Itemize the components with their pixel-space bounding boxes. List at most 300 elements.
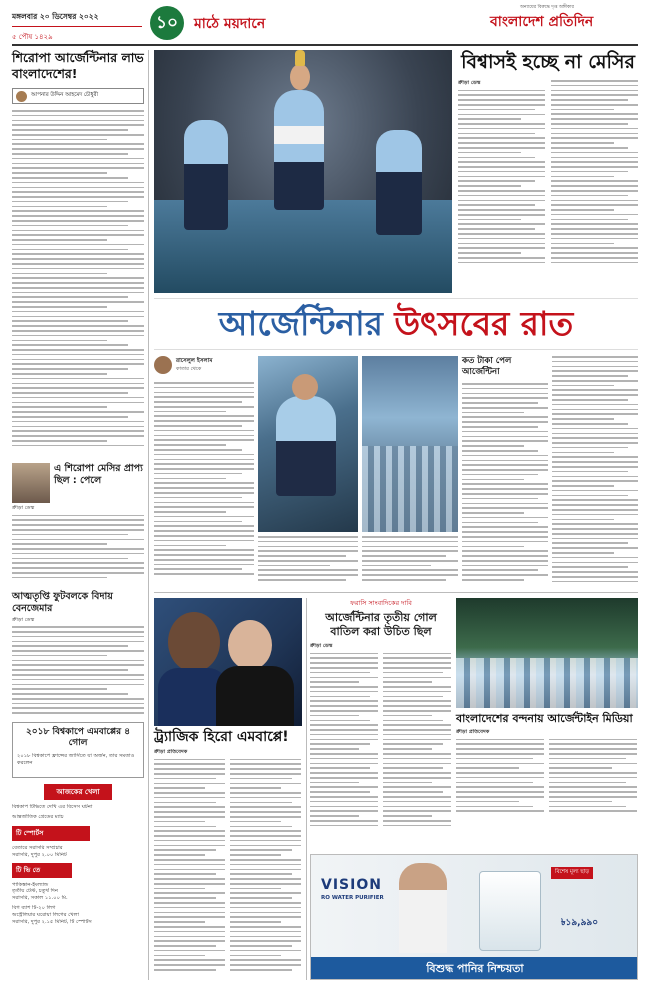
- text-line: [154, 845, 225, 847]
- text-line: [154, 821, 205, 823]
- text-line: [552, 433, 638, 435]
- text-line: [12, 416, 128, 418]
- story3-title: আত্মতৃপ্তি ফুটবলকে বিদায় বেনজেমার: [12, 590, 113, 614]
- text-line: [552, 380, 638, 382]
- text-line: [154, 473, 242, 475]
- text-line: [458, 176, 545, 178]
- text-line: [551, 200, 638, 202]
- text-line: [552, 442, 638, 444]
- feature-author: রাসেলুল ইসলাম: [176, 357, 213, 364]
- page-number: ১০: [150, 6, 184, 40]
- vision-advertisement[interactable]: [310, 854, 638, 980]
- text-line: [154, 907, 225, 909]
- text-line: [154, 573, 254, 575]
- text-line: [12, 234, 144, 236]
- third-goal-story: [310, 598, 452, 850]
- text-line: [310, 801, 378, 803]
- text-line: [154, 454, 254, 456]
- today-box: [12, 784, 144, 820]
- pele-photo: [12, 463, 50, 503]
- text-line: [230, 964, 301, 966]
- text-line: [362, 546, 458, 548]
- text-line: [456, 767, 519, 769]
- text-line: [383, 796, 451, 798]
- text-line: [154, 430, 254, 432]
- text-line: [154, 912, 225, 914]
- text-line: [154, 830, 225, 832]
- text-line: [552, 514, 638, 516]
- text-line: [12, 191, 144, 193]
- today-line1: বিশ্বকাপ টিভিতে দেখি এর বিসেস ঘটনা: [12, 804, 93, 811]
- text-line: [551, 161, 638, 163]
- text-line: [230, 969, 292, 971]
- text-line: [552, 389, 638, 391]
- text-line: [383, 748, 432, 750]
- text-line: [154, 487, 254, 489]
- text-line: [12, 397, 144, 399]
- text-line: [383, 686, 451, 688]
- text-line: [12, 426, 144, 428]
- sports-line4: তৃতীয় টেস্ট, চতুর্থ দিন: [12, 888, 58, 895]
- text-line: [462, 503, 548, 505]
- text-line: [154, 459, 254, 461]
- text-line: [154, 783, 225, 785]
- text-line: [230, 768, 301, 770]
- text-line: [12, 645, 128, 647]
- prize-title: কত টাকা পেল আর্জেন্টিনা: [462, 356, 512, 377]
- text-line: [383, 667, 451, 669]
- text-line: [458, 209, 545, 211]
- text-line: [154, 468, 254, 470]
- text-line: [462, 531, 548, 533]
- text-line: [310, 786, 378, 788]
- text-line: [230, 854, 281, 856]
- text-line: [12, 215, 144, 217]
- text-line: [12, 515, 144, 517]
- text-line: [12, 660, 144, 662]
- text-line: [154, 482, 254, 484]
- text-line: [462, 393, 548, 395]
- text-line: [230, 849, 292, 851]
- text-line: [310, 662, 378, 664]
- text-line: [12, 158, 144, 160]
- third-goal-body-col2: [383, 653, 451, 833]
- text-line: [552, 566, 628, 568]
- text-line: [551, 180, 638, 182]
- text-line: [383, 806, 451, 808]
- text-line: [362, 574, 458, 576]
- text-line: [462, 426, 538, 428]
- text-line: [12, 316, 144, 318]
- author-avatar: [154, 356, 172, 374]
- text-line: [310, 696, 370, 698]
- lead-body-col2: [551, 80, 638, 270]
- text-line: [12, 153, 128, 155]
- text-line: [383, 777, 451, 779]
- section-name: মাঠে ময়দানে: [194, 16, 266, 32]
- text-line: [12, 543, 107, 545]
- text-line: [456, 753, 544, 755]
- text-line: [154, 840, 225, 842]
- sports-line3: পাকিস্তান-ইংল্যান্ড: [12, 881, 49, 888]
- text-line: [12, 143, 144, 145]
- text-line: [462, 431, 548, 433]
- text-line: [12, 368, 128, 370]
- text-line: [549, 772, 637, 774]
- text-line: [12, 669, 128, 671]
- text-line: [12, 650, 144, 652]
- text-line: [383, 691, 451, 693]
- banner-part1: আর্জেন্টিনার: [218, 304, 395, 343]
- text-line: [456, 743, 544, 745]
- text-line: [458, 166, 545, 168]
- text-line: [12, 220, 144, 222]
- text-line: [12, 325, 144, 327]
- text-line: [462, 383, 548, 385]
- text-line: [462, 488, 548, 490]
- text-line: [12, 359, 144, 361]
- text-line: [154, 806, 225, 808]
- text-line: [549, 786, 637, 788]
- masthead-tagline: অন্যায়ের বিরুদ্ধে দৃপ্ত অঙ্গীকার: [520, 5, 574, 10]
- text-line: [310, 653, 378, 655]
- text-line: [462, 536, 548, 538]
- text-line: [462, 421, 548, 423]
- text-line: [549, 806, 626, 808]
- text-line: [549, 791, 637, 793]
- text-line: [258, 569, 358, 571]
- text-line: [12, 244, 144, 246]
- text-line: [12, 311, 144, 313]
- text-line: [362, 555, 446, 557]
- today-title: আজকের খেলা: [44, 784, 112, 800]
- media-title: বাংলাদেশের বন্দনায় আর্জেন্টাইন মিডিয়া: [456, 712, 633, 725]
- text-line: [551, 262, 638, 264]
- text-line: [310, 791, 370, 793]
- text-line: [552, 528, 638, 530]
- text-line: [154, 888, 205, 890]
- text-line: [552, 428, 638, 430]
- text-line: [383, 734, 451, 736]
- text-line: [154, 506, 254, 508]
- text-line: [551, 99, 628, 101]
- text-line: [310, 772, 378, 774]
- text-line: [230, 773, 301, 775]
- text-line: [154, 415, 254, 417]
- text-line: [154, 516, 254, 518]
- text-line: [552, 456, 638, 458]
- text-line: [12, 110, 144, 112]
- text-line: [462, 517, 548, 519]
- celebration-caption-col2: [362, 536, 458, 588]
- text-line: [12, 524, 144, 526]
- text-line: [154, 554, 254, 556]
- text-line: [456, 763, 544, 765]
- lead-story: [458, 50, 638, 293]
- text-line: [12, 641, 144, 643]
- text-line: [549, 758, 626, 760]
- masthead-logo: বাংলাদেশ প্রতিদিন: [490, 14, 594, 30]
- text-line: [12, 572, 144, 574]
- text-line: [230, 859, 301, 861]
- text-line: [12, 636, 144, 638]
- text-line: [230, 806, 301, 808]
- text-line: [552, 370, 638, 372]
- text-line: [310, 691, 378, 693]
- text-line: [12, 411, 144, 413]
- text-line: [456, 810, 544, 812]
- text-line: [462, 436, 548, 438]
- text-line: [551, 204, 638, 206]
- text-line: [462, 507, 548, 509]
- text-line: [383, 820, 451, 822]
- text-line: [12, 392, 128, 394]
- text-line: [462, 460, 548, 462]
- text-line: [12, 225, 128, 227]
- text-line: [154, 759, 225, 761]
- text-line: [310, 677, 378, 679]
- text-line: [551, 223, 638, 225]
- third-goal-title: আর্জেন্টিনার তৃতীয় গোল বাতিল করা উচিত ছিল: [325, 611, 437, 638]
- text-line: [154, 940, 225, 942]
- text-line: [154, 931, 225, 933]
- text-line: [456, 796, 544, 798]
- text-line: [230, 907, 301, 909]
- water-purifier-image: [479, 871, 541, 951]
- text-line: [154, 816, 225, 818]
- text-line: [12, 139, 107, 141]
- text-line: [154, 916, 225, 918]
- text-line: [230, 892, 301, 894]
- text-line: [362, 565, 431, 567]
- text-line: [12, 440, 107, 442]
- text-line: [456, 772, 544, 774]
- text-line: [458, 228, 535, 230]
- text-line: [310, 782, 359, 784]
- text-line: [552, 375, 628, 377]
- text-line: [12, 712, 144, 714]
- text-line: [462, 555, 548, 557]
- text-line: [258, 541, 358, 543]
- text-line: [310, 810, 378, 812]
- text-line: [458, 94, 545, 96]
- text-line: [230, 783, 301, 785]
- text-line: [552, 552, 614, 554]
- text-line: [458, 99, 545, 101]
- story1-byline: আপনার উদ্দিন আহমেদ চৌধুরী: [31, 92, 99, 98]
- text-line: [458, 114, 545, 116]
- text-line: [12, 268, 144, 270]
- text-line: [551, 209, 614, 211]
- text-line: [12, 124, 144, 126]
- text-line: [551, 152, 638, 154]
- text-line: [154, 420, 254, 422]
- text-line: [154, 835, 225, 837]
- text-line: [154, 401, 242, 403]
- text-line: [154, 826, 216, 828]
- story2-body: [12, 515, 144, 585]
- ad-tagline: বিশুদ্ধ পানির নিশ্চয়তা: [426, 962, 524, 975]
- banner-headline: [154, 298, 638, 350]
- text-line: [552, 409, 638, 411]
- tragic-title: ট্র্যাজিক হিরো এমবাপ্পে!: [154, 729, 289, 745]
- text-line: [462, 541, 548, 543]
- text-line: [462, 526, 548, 528]
- text-line: [12, 373, 107, 375]
- text-line: [258, 560, 358, 562]
- text-line: [154, 444, 226, 446]
- text-line: [154, 540, 254, 542]
- text-line: [12, 163, 144, 165]
- byline-box: [12, 88, 144, 104]
- text-line: [154, 955, 205, 957]
- text-line: [310, 686, 378, 688]
- text-line: [383, 710, 451, 712]
- text-line: [12, 567, 144, 569]
- text-line: [12, 703, 144, 705]
- text-line: [310, 705, 378, 707]
- text-line: [552, 437, 638, 439]
- text-line: [12, 435, 144, 437]
- text-line: [310, 720, 370, 722]
- text-line: [230, 787, 281, 789]
- text-line: [12, 363, 144, 365]
- text-line: [12, 562, 144, 564]
- text-line: [230, 759, 301, 761]
- text-line: [456, 791, 544, 793]
- text-line: [551, 195, 628, 197]
- text-line: [458, 137, 545, 139]
- text-line: [383, 763, 451, 765]
- text-line: [383, 662, 451, 664]
- sports-line6: বিগ ব্যাশ টি-২০ লিগ: [12, 905, 56, 912]
- text-line: [12, 684, 144, 686]
- text-line: [12, 210, 144, 212]
- lead-title: বিশ্বাসই হচ্ছে না মেসির: [461, 51, 635, 73]
- text-line: [552, 538, 638, 540]
- text-line: [154, 773, 225, 775]
- text-line: [552, 418, 614, 420]
- text-line: [462, 388, 548, 390]
- text-line: [258, 579, 346, 581]
- text-line: [551, 228, 638, 230]
- text-line: [551, 90, 638, 92]
- text-line: [456, 739, 544, 741]
- text-line: [12, 177, 128, 179]
- text-line: [552, 581, 638, 583]
- text-line: [154, 439, 254, 441]
- issue-date: মঙ্গলবার ২০ ডিসেম্বর ২০২২: [12, 12, 99, 21]
- text-line: [551, 166, 638, 168]
- text-line: [552, 471, 628, 473]
- text-line: [154, 425, 242, 427]
- text-line: [383, 705, 451, 707]
- text-line: [462, 565, 548, 567]
- text-line: [552, 499, 638, 501]
- text-line: [154, 511, 226, 513]
- text-line: [551, 238, 638, 240]
- text-line: [230, 826, 292, 828]
- text-line: [154, 502, 254, 504]
- text-line: [12, 664, 144, 666]
- text-line: [551, 113, 638, 115]
- text-line: [552, 356, 638, 358]
- text-line: [12, 330, 144, 332]
- text-line: [458, 204, 535, 206]
- text-line: [310, 729, 378, 731]
- text-line: [552, 557, 638, 559]
- text-line: [458, 147, 545, 149]
- text-line: [310, 796, 378, 798]
- text-line: [230, 945, 292, 947]
- text-line: [383, 758, 451, 760]
- bangla-date: ৫ পৌষ ১৪২৯: [12, 33, 53, 41]
- text-line: [12, 249, 128, 251]
- text-line: [154, 525, 254, 527]
- text-line: [462, 498, 538, 500]
- text-line: [552, 366, 638, 368]
- text-line: [551, 133, 638, 135]
- text-line: [458, 128, 545, 130]
- text-line: [462, 479, 524, 481]
- text-line: [12, 301, 144, 303]
- crowd-photo: [362, 356, 458, 532]
- text-line: [552, 447, 628, 449]
- text-line: [552, 547, 638, 549]
- text-line: [549, 777, 637, 779]
- text-line: [458, 219, 521, 221]
- text-line: [154, 873, 216, 875]
- text-line: [549, 767, 612, 769]
- text-line: [12, 626, 144, 628]
- text-line: [456, 806, 533, 808]
- text-line: [258, 555, 346, 557]
- text-line: [551, 257, 638, 259]
- text-line: [230, 821, 281, 823]
- text-line: [462, 440, 548, 442]
- text-line: [551, 128, 638, 130]
- text-line: [458, 200, 545, 202]
- text-line: [458, 185, 521, 187]
- text-line: [230, 902, 301, 904]
- text-line: [12, 344, 128, 346]
- text-line: [12, 693, 128, 695]
- text-line: [230, 864, 301, 866]
- text-line: [551, 219, 628, 221]
- text-line: [230, 897, 292, 899]
- text-line: [12, 148, 144, 150]
- text-line: [462, 579, 524, 581]
- text-line: [458, 238, 545, 240]
- feature-place: কাতার থেকে: [176, 365, 202, 372]
- text-line: [12, 349, 144, 351]
- ad-tagline-bar: [311, 957, 638, 980]
- text-line: [456, 786, 544, 788]
- text-line: [154, 449, 242, 451]
- text-line: [154, 792, 225, 794]
- text-line: [12, 182, 144, 184]
- author-avatar: [16, 91, 27, 102]
- text-line: [310, 820, 378, 822]
- text-line: [310, 806, 378, 808]
- text-line: [552, 385, 614, 387]
- text-line: [12, 320, 128, 322]
- text-line: [383, 801, 451, 803]
- text-line: [230, 792, 301, 794]
- fans-celebration-photo: [456, 598, 638, 708]
- text-line: [154, 849, 216, 851]
- text-line: [462, 407, 548, 409]
